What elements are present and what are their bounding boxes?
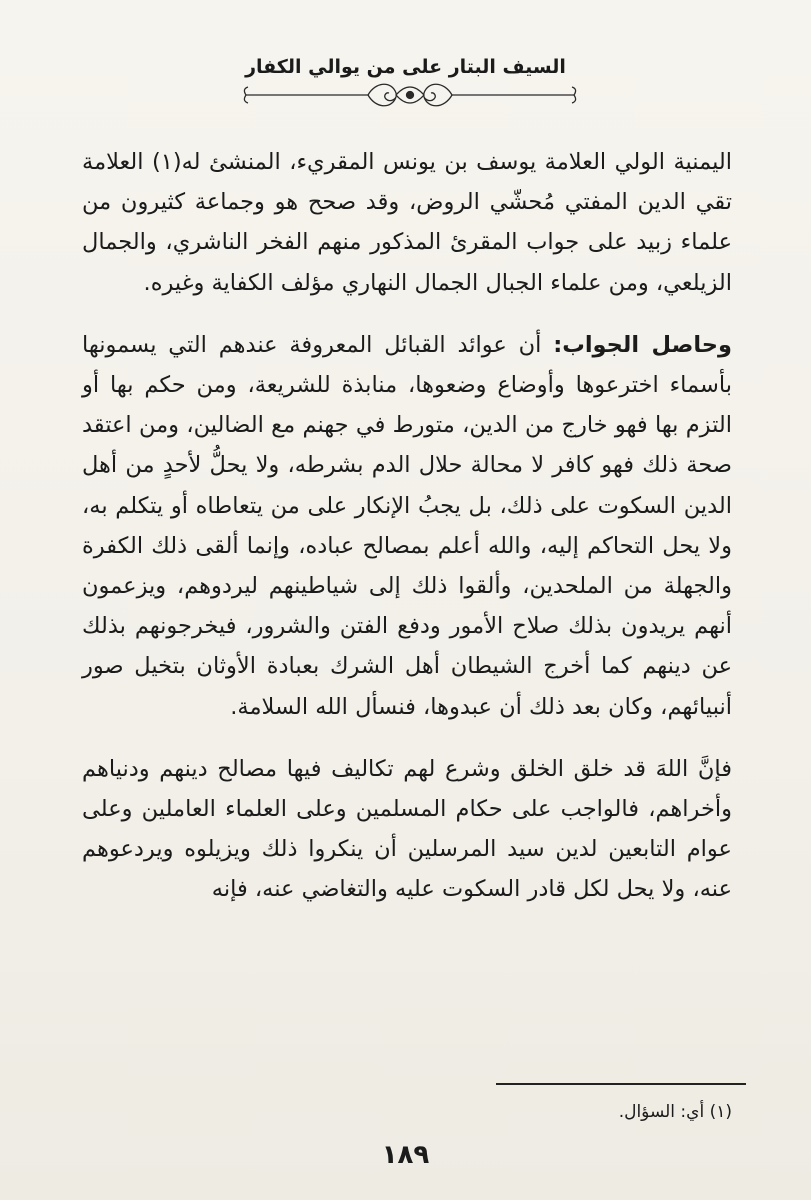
paragraph-1: اليمنية الولي العلامة يوسف بن يونس المقريء، المنشئ له(١) العلامة تقي الدين المفتي مُحشّي الروض، وقد صحح هو وجماعة كثيرون من علماء زبيد على جواب المقرئ المذكور منهم الفخر الناشري، والجمال الزيلعي، ومن علماء الجبال الجمال النهاري مؤلف الكفاية وغيره. (82, 149, 732, 296)
page-header (0, 38, 811, 118)
paragraph-2-text: أن عوائد القبائل المعروفة عندهم التي يسمونها بأسماء اخترعوها وأوضاع وضعوها، منابذة للشريعة، ومن حكم بها أو التزم بها فهو خارج من الدين، متورط في جهنم مع الضالين، ومن اعتقد صحة ذلك فهو كافر لا محالة حلال الدم بشرطه، ولا يحلُّ لأحدٍ من أهل الدين السكوت على ذلك، بل يجبُ الإنكار على من يتعاطاه أو يتكلم به، ولا يحل التحاكم إليه، والله أعلم بمصالح عباده، وإنما ألقى ذلك الكفرة والجهلة من الملحدين، وألقوا ذلك إلى شياطينهم ليردوهم، ويزعمون أنهم يريدون بذلك صلاح الأمور ودفع الفتن والشرور، فيخرجونهم بذلك عن دينهم كما أخرج الشيطان أهل الشرك بعبادة الأوثان بتخيل صور أنبيائهم، وكان بعد ذلك أن عبدوها، فنسأل الله السلامة. (82, 331, 732, 720)
paragraph-3: فإنَّ اللهَ قد خلق الخلق وشرع لهم تكاليف فيها مصالح دينهم ودنياهم وأخراهم، فالواجب على حكام المسلمين وعلى العلماء العاملين وعلى عوام التابعين لدين سيد المرسلين أن ينكروا ذلك ويزيلوه ويردعوهم عنه، ولا يحل لكل قادر السكوت عليه والتغاضي عنه، فإنه (82, 755, 732, 903)
decorative-ornament-icon (240, 78, 580, 112)
page-number: ١٨٩ (381, 1140, 430, 1170)
main-text (82, 142, 732, 910)
running-title: السيف البتار على من يوالي الكفار (245, 56, 566, 78)
footnote-divider (496, 1083, 746, 1085)
footnote: (١) أي: السؤال. (618, 1102, 732, 1122)
paragraph-2 (82, 325, 732, 727)
paragraph-2-lead: وحاصل الجواب: (553, 331, 732, 358)
